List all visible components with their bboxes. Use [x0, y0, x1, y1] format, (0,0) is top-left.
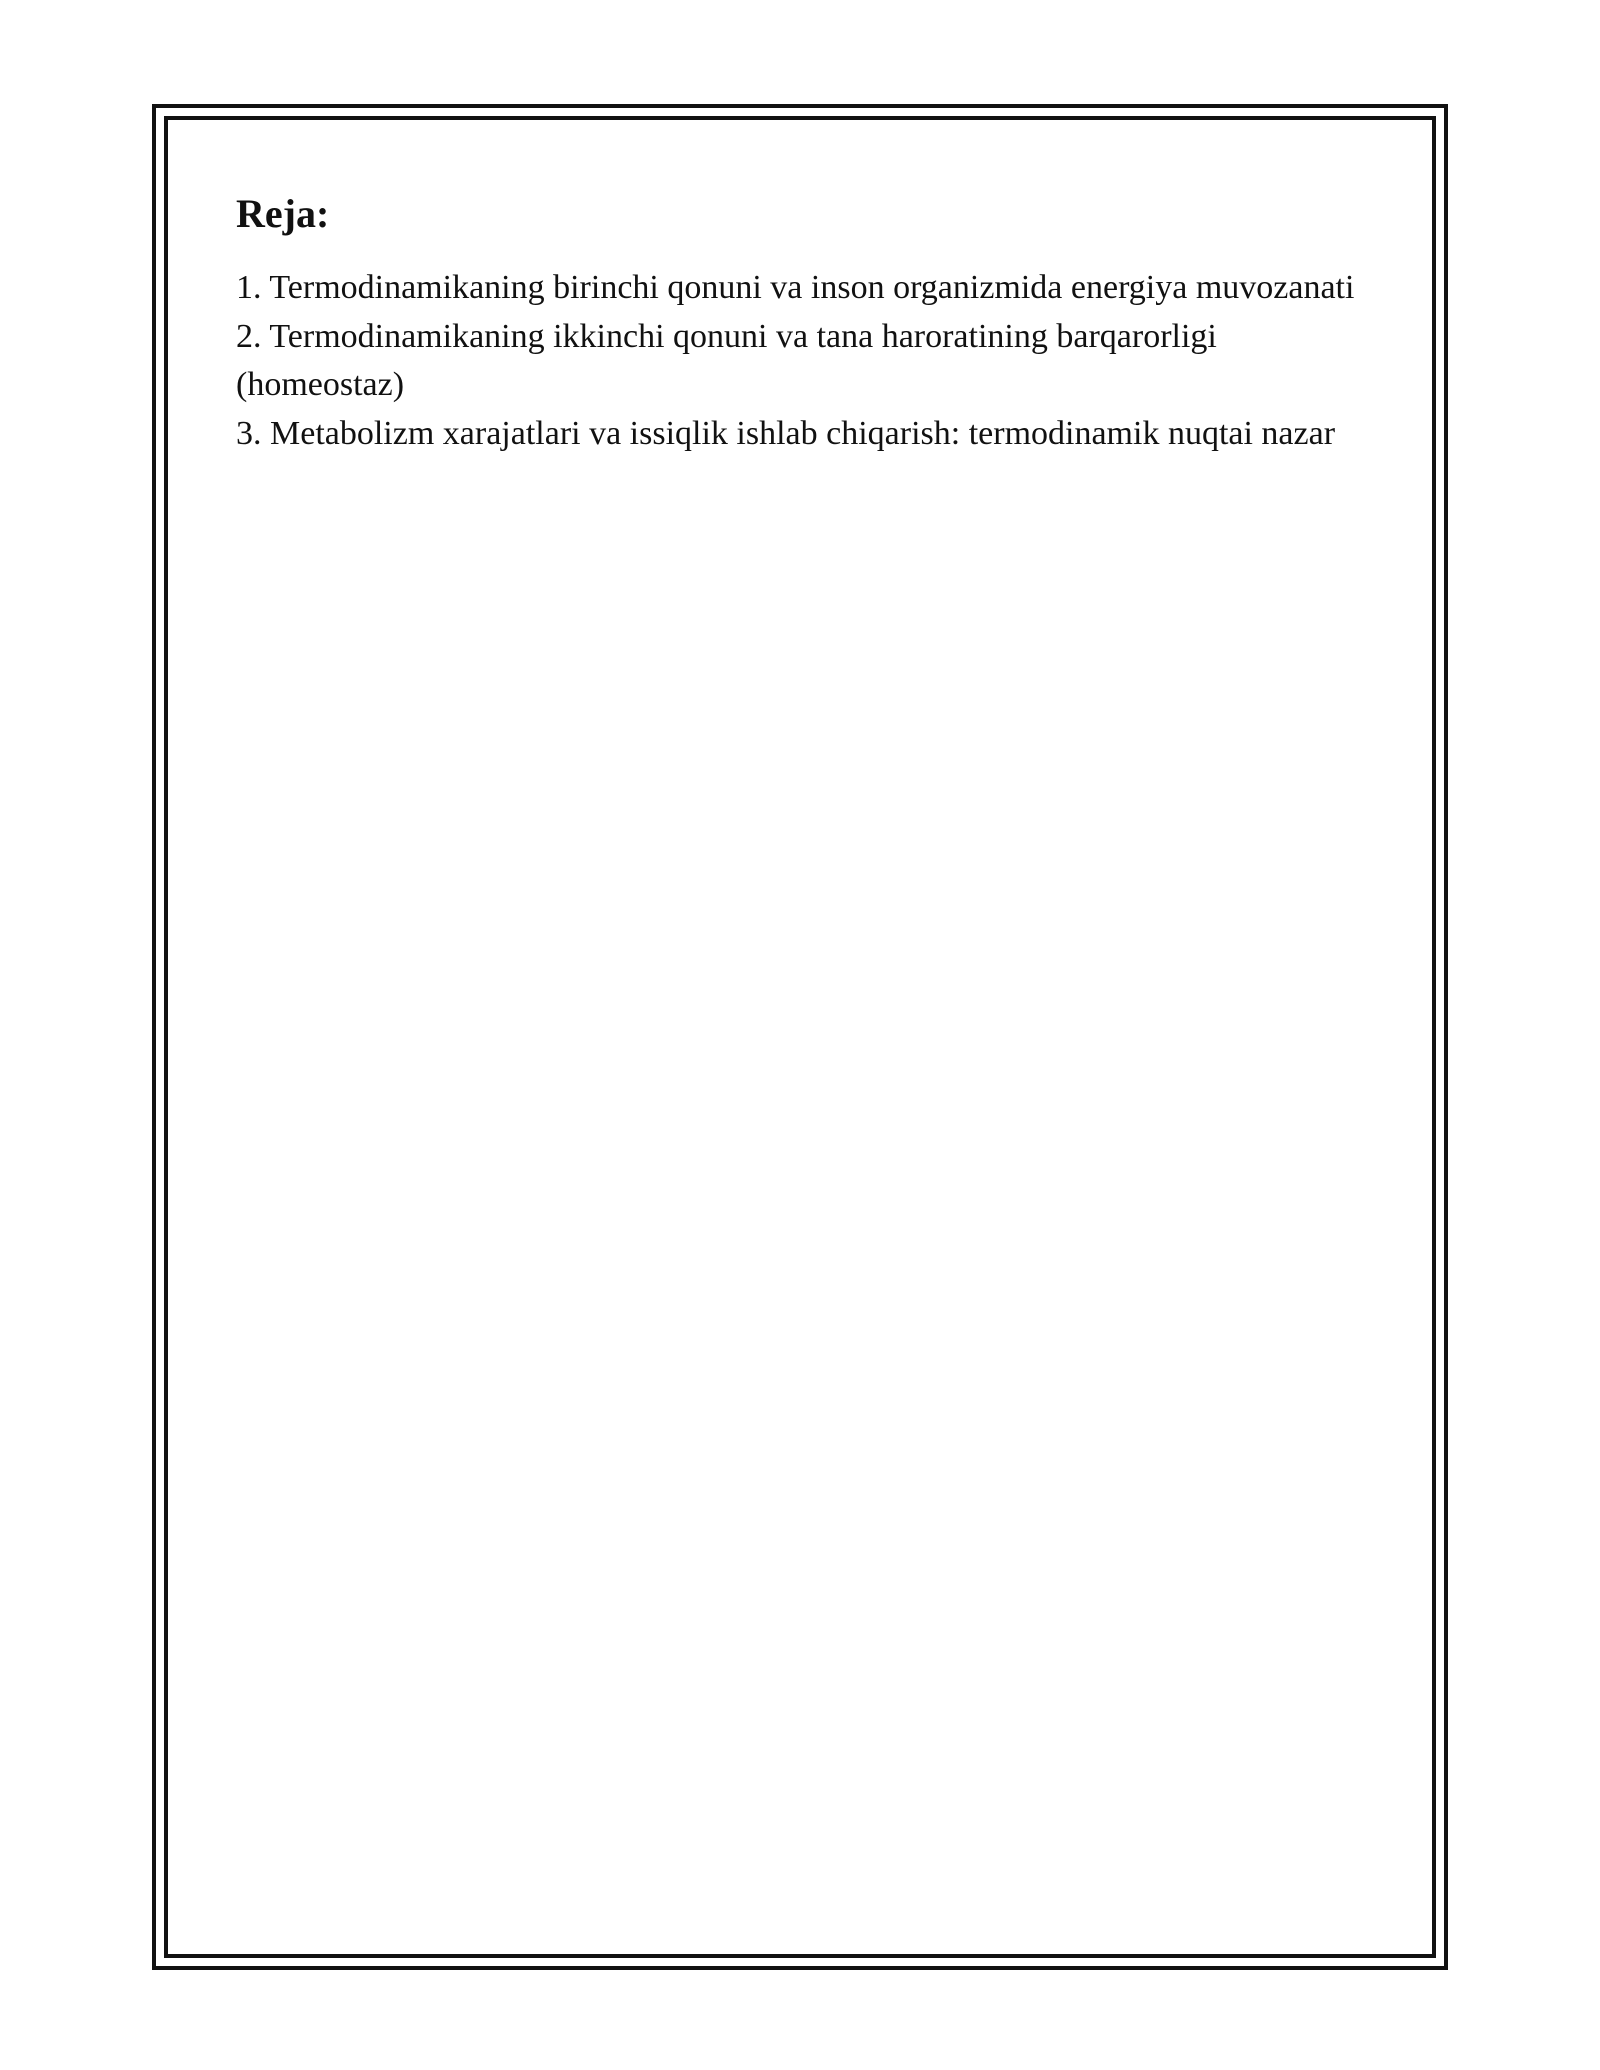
page-content: [236, 190, 1366, 458]
plan-item-1: 1. Termodinamikaning birinchi qonuni va inson organizmida energiya muvozanati: [236, 269, 1355, 306]
plan-heading: Reja:: [236, 191, 330, 236]
plan-item-2: 2. Termodinamikaning ikkinchi qonuni va tana haroratining barqarorligi (homeostaz): [236, 317, 1217, 403]
plan-list: [236, 264, 1366, 458]
plan-item-3: 3. Metabolizm xarajatlari va issiqlik ishlab chiqarish: termodinamik nuqtai nazar: [236, 414, 1336, 452]
